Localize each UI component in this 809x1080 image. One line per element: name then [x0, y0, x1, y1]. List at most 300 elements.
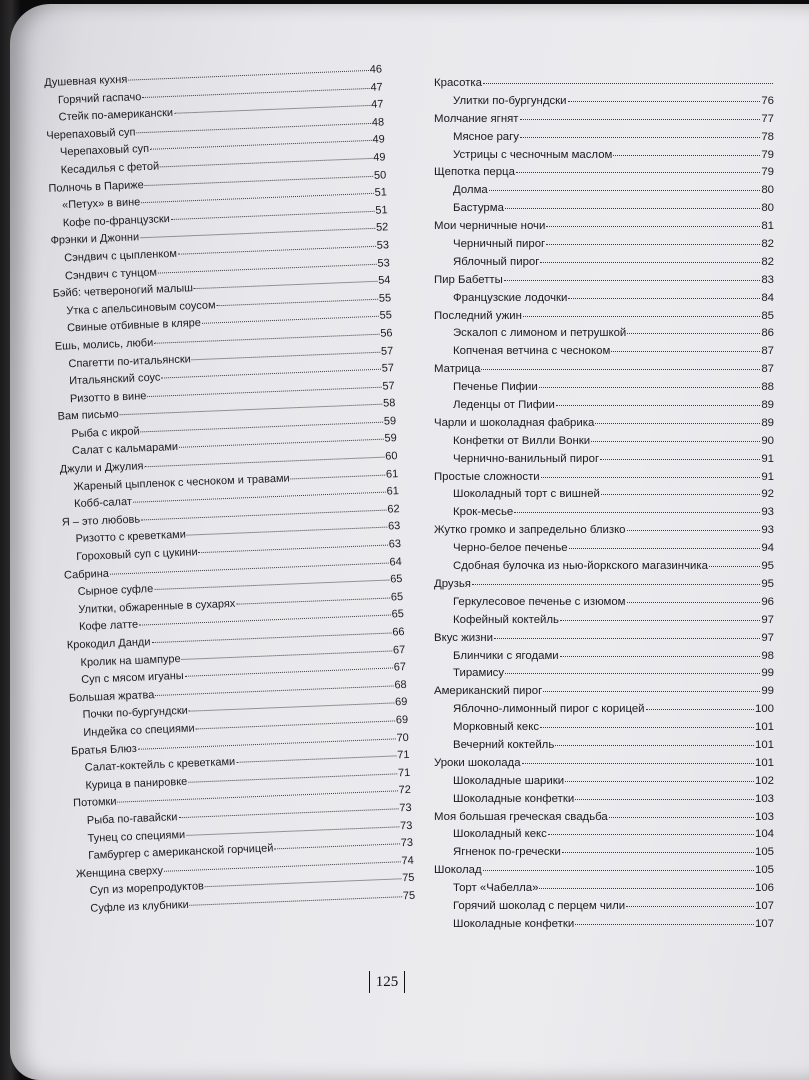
toc-entry-page: 91	[761, 452, 774, 465]
toc-entry-title: Сырное суфле	[77, 583, 154, 599]
toc-entry-title: Сэндвич с тунцом	[64, 266, 158, 282]
dot-leader	[609, 817, 754, 818]
toc-entry-title: Потомки	[72, 796, 117, 810]
dot-leader	[178, 808, 398, 818]
toc-entry-page: 59	[384, 432, 398, 446]
toc-entry-title: Горячий гаспачо	[57, 90, 142, 107]
toc-entry-page: 53	[376, 239, 390, 252]
toc-entry-page: 57	[382, 379, 395, 393]
dot-leader	[627, 333, 760, 334]
dot-leader	[171, 211, 375, 220]
dot-leader	[194, 281, 377, 289]
toc-entry-page: 83	[761, 273, 774, 286]
toc-entry-page: 55	[378, 291, 392, 305]
toc-entry-title: Эскалоп с лимоном и петрушкой	[453, 327, 627, 340]
toc-entry-page: 93	[761, 524, 774, 537]
toc-entry-title: Молчание ягнят	[434, 112, 519, 125]
dot-leader	[505, 208, 760, 209]
toc-entry-title: Свиные отбивные в кляре	[66, 317, 202, 335]
toc-entry-page: 87	[761, 345, 774, 358]
toc-entry-title: Шоколадные конфетки	[453, 917, 575, 930]
toc-entry	[434, 274, 774, 292]
toc-entry-page: 98	[761, 649, 774, 662]
dot-leader	[217, 298, 378, 305]
toc-entry-page: 62	[387, 502, 400, 516]
toc-entry-page: 104	[754, 828, 774, 841]
toc-entry-page: 105	[754, 864, 774, 877]
toc-subentry	[434, 149, 774, 167]
toc-entry-page: 94	[761, 542, 774, 555]
dot-leader	[522, 763, 754, 764]
toc-entry-page: 101	[754, 721, 774, 734]
toc-entry-page: 65	[389, 573, 403, 586]
dot-leader	[560, 620, 760, 621]
dot-leader	[611, 351, 760, 352]
page-number: 125	[375, 973, 399, 990]
dot-leader	[179, 439, 384, 448]
toc-entry-page: 87	[761, 363, 774, 376]
toc-entry-page: 67	[392, 643, 406, 657]
dot-leader	[548, 834, 754, 835]
toc-entry-title: Индейка со специями	[83, 722, 195, 739]
dot-leader	[205, 879, 401, 888]
toc-subentry	[434, 381, 774, 399]
toc-subentry	[434, 882, 774, 900]
dot-leader	[627, 530, 761, 531]
toc-entry-title: Бастурма	[453, 202, 504, 215]
dot-leader	[568, 298, 760, 299]
toc-entry-title: Сабрина	[63, 567, 110, 582]
toc-entry-title: Джули и Джулия	[59, 460, 144, 476]
dot-leader	[154, 580, 389, 590]
toc-entry-title: Бэйб: четвероногий малыш	[52, 282, 194, 300]
toc-entry-page: 89	[761, 399, 774, 412]
toc-entry-page: 73	[399, 801, 412, 815]
toc-entry-page: 63	[388, 538, 402, 551]
toc-subentry	[434, 721, 774, 739]
toc-entry-title: Матрица	[434, 363, 481, 376]
dot-leader	[569, 548, 761, 549]
toc-entry	[434, 220, 774, 238]
toc-entry-title: Шоколадный кекс	[453, 828, 547, 841]
toc-entry-page: 56	[380, 327, 393, 340]
toc-entry-title: Красотка	[434, 77, 482, 89]
dot-leader	[188, 773, 397, 782]
toc-entry-page: 71	[397, 766, 411, 780]
dot-leader	[151, 633, 391, 644]
toc-entry-page: 80	[761, 184, 774, 197]
toc-entry-page: 88	[761, 381, 774, 394]
toc-entry-page: 73	[400, 836, 414, 850]
toc-entry-title: Тунец со специями	[87, 828, 186, 845]
toc-entry-page: 99	[761, 685, 774, 698]
dot-leader	[186, 826, 399, 836]
toc-entry-title: Леденцы от Пифии	[453, 399, 555, 412]
toc-entry-page: 103	[754, 792, 774, 805]
toc-entry-page: 107	[754, 899, 774, 912]
toc-entry-page: 75	[401, 872, 415, 885]
toc-entry-title: Шоколадные конфетки	[453, 792, 575, 805]
dot-leader	[516, 172, 760, 173]
dot-leader	[520, 119, 761, 120]
dot-leader	[185, 668, 393, 677]
dot-leader	[520, 137, 760, 138]
toc-subentry	[434, 184, 774, 202]
dot-leader	[141, 193, 373, 203]
toc-entry-page: 107	[754, 917, 774, 930]
toc-subentry	[434, 650, 774, 668]
toc-entry-page: 91	[761, 470, 774, 483]
toc-subentry	[434, 506, 774, 524]
toc-entry-title: Суфле из клубники	[90, 898, 189, 915]
toc-entry-page: 51	[374, 186, 388, 199]
dot-leader	[541, 477, 761, 478]
toc-right-column	[434, 77, 774, 936]
toc-entry-title: Кофе латте	[78, 619, 139, 634]
toc-entry-title: Черепаховый суп	[59, 143, 150, 159]
toc-entry-page: 68	[394, 678, 407, 692]
toc-entry-page: 63	[387, 520, 401, 533]
toc-entry-title: Утка с апельсиновым соусом	[66, 299, 216, 318]
toc-entry-title: Сдобная булочка из нью-йоркского магазинчика	[453, 560, 708, 573]
toc-subentry	[434, 900, 774, 918]
dot-leader	[646, 709, 754, 710]
toc-entry-page: 60	[385, 450, 398, 463]
toc-entry-page: 52	[375, 221, 389, 235]
dot-leader	[523, 316, 760, 317]
dot-leader	[142, 88, 369, 98]
toc-entry-title: Блинчики с ягодами	[453, 649, 559, 662]
toc-entry-title: Торт «Чабелла»	[453, 882, 539, 895]
dot-leader	[192, 351, 380, 360]
toc-entry-title: Вечерний коктейль	[453, 738, 555, 751]
dot-leader	[150, 140, 371, 150]
toc-entry-page: 57	[380, 344, 394, 358]
dot-leader	[158, 263, 377, 273]
toc-entry-page: 69	[395, 713, 409, 727]
toc-entry-page: 46	[369, 63, 383, 76]
dot-leader	[709, 566, 760, 567]
toc-entry-page: 106	[754, 882, 774, 895]
toc-entry-title: Устрицы с чесночным маслом	[453, 148, 613, 161]
toc-entry-page: 84	[761, 291, 774, 304]
toc-entry-title: Рыба с икрой	[71, 425, 140, 441]
toc-entry	[434, 632, 774, 650]
toc-entry	[434, 113, 774, 131]
toc-entry-title: Салат-коктейль с креветками	[84, 756, 236, 775]
dot-leader	[155, 685, 393, 696]
toc-entry-page: 54	[377, 274, 391, 287]
toc-entry-title: Мои черничные ночи	[434, 220, 546, 233]
dot-leader	[141, 509, 386, 520]
toc-entry-title: Яблочно-лимонный пирог с корицей	[453, 703, 645, 716]
toc-subentry	[434, 453, 774, 471]
dot-leader	[546, 226, 760, 227]
toc-subentry	[434, 739, 774, 757]
toc-entry-title: Ешь, молись, люби	[54, 336, 154, 353]
dot-leader	[504, 280, 760, 281]
toc-subentry	[434, 703, 774, 721]
page-folio	[364, 971, 410, 993]
toc-left-column	[44, 63, 416, 920]
dot-leader	[556, 405, 761, 406]
toc-entry-title: Полночь в Париже	[48, 178, 144, 195]
toc-entry-page: 70	[396, 731, 410, 744]
toc-subentry	[434, 435, 774, 453]
toc-entry-page: 49	[372, 133, 386, 147]
toc-entry-title: Жутко громко и запредельно близко	[434, 524, 626, 537]
dot-leader	[494, 638, 760, 639]
toc-entry-page: 92	[761, 488, 774, 501]
toc-entry-page: 81	[761, 220, 774, 233]
dot-leader	[187, 527, 387, 536]
dot-leader	[539, 888, 754, 889]
toc-entry-page: 100	[754, 703, 774, 716]
toc-entry-page: 82	[761, 238, 774, 251]
dot-leader	[190, 896, 402, 906]
toc-subentry	[434, 614, 774, 632]
toc-entry-page: 57	[381, 362, 395, 375]
dot-leader	[575, 924, 754, 925]
dot-leader	[161, 369, 380, 379]
toc-entry-page: 53	[377, 256, 390, 270]
toc-entry-page: 58	[382, 397, 396, 410]
toc-entry	[434, 310, 774, 328]
toc-entry	[434, 77, 774, 95]
toc-entry-title: Я – это любовь	[61, 513, 141, 529]
dot-leader	[140, 228, 375, 238]
dot-leader	[136, 123, 370, 133]
dot-leader	[626, 906, 754, 907]
dot-leader	[555, 745, 754, 746]
dot-leader	[154, 334, 379, 344]
dot-leader	[472, 584, 760, 585]
toc-subentry	[434, 238, 774, 256]
toc-entry-title: Пир Бабетты	[434, 273, 503, 286]
toc-entry-title: Печенье Пифии	[453, 381, 538, 394]
toc-entry-title: Курица в панировке	[85, 775, 188, 792]
toc-entry	[434, 524, 774, 542]
dot-leader	[595, 423, 760, 424]
toc-entry-page: 101	[754, 756, 774, 769]
toc-entry-page: 90	[761, 434, 774, 447]
toc-entry-title: Морковный кекс	[453, 721, 540, 734]
toc-entry-title: Простые сложности	[434, 470, 540, 483]
dot-leader	[540, 727, 754, 728]
dot-leader	[565, 781, 754, 782]
toc-subentry	[434, 793, 774, 811]
toc-entry-page: 59	[383, 415, 397, 428]
dot-leader	[133, 492, 386, 503]
dot-leader	[144, 457, 384, 468]
toc-entry-page: 89	[761, 416, 774, 429]
toc-subentry	[434, 560, 774, 578]
toc-entry-page: 47	[370, 98, 384, 112]
dot-leader	[202, 316, 379, 324]
toc-entry-page: 74	[401, 854, 414, 867]
toc-entry-title: Яблочный пирог	[453, 255, 540, 268]
toc-entry-title: Шоколадные шарики	[453, 774, 565, 787]
toc-entry-title: Братья Блюз	[70, 742, 138, 758]
folio-rule-left	[369, 971, 370, 993]
toc-entry-page: 86	[761, 327, 774, 340]
toc-entry-title: Французские лодочки	[453, 291, 568, 304]
toc-entry-title: Гамбургер с американской горчицей	[88, 842, 274, 862]
toc-entry-page: 80	[761, 202, 774, 215]
dot-leader	[274, 843, 399, 849]
dot-leader	[164, 861, 401, 872]
toc-entry-page: 76	[761, 94, 774, 107]
toc-entry-title: Черничный пирог	[453, 238, 546, 251]
toc-entry-page: 75	[402, 889, 416, 903]
toc-entry	[434, 578, 774, 596]
toc-entry-title: Чарли и шоколадная фабрика	[434, 416, 595, 429]
toc-entry-page: 95	[761, 560, 774, 573]
toc-subentry	[434, 846, 774, 864]
toc-entry-page: 67	[393, 661, 407, 674]
toc-entry-page: 55	[379, 309, 393, 323]
toc-entry-title: Горячий шоколад с перцем чили	[453, 899, 626, 912]
toc-entry-title: Кесадилья с фетой	[60, 160, 160, 177]
dot-leader	[291, 474, 385, 479]
dot-leader	[543, 691, 760, 692]
toc-entry-page: 99	[761, 667, 774, 680]
toc-entry-title: Щепотка перца	[434, 166, 515, 179]
toc-entry-title: Вкус жизни	[434, 631, 493, 644]
toc-entry-title: Спагетти по-итальянски	[68, 352, 192, 370]
toc-entry	[434, 417, 774, 435]
toc-entry-page: 97	[761, 613, 774, 626]
toc-entry-title: Крокодил Данди	[66, 636, 151, 652]
toc-entry-title: Копченая ветчина с чесноком	[453, 345, 611, 358]
dot-leader	[236, 756, 396, 763]
dot-leader	[160, 158, 372, 168]
toc-entry-page: 95	[761, 577, 774, 590]
toc-entry-title: Стейк по-американски	[58, 107, 174, 124]
toc-entry-page: 71	[397, 749, 410, 762]
dot-leader	[481, 369, 760, 370]
toc-entry-page: 97	[761, 631, 774, 644]
toc-entry-title: Последний ужин	[434, 309, 522, 322]
dot-leader	[141, 422, 383, 433]
dot-leader	[546, 244, 760, 245]
toc-entry-page: 78	[761, 130, 774, 143]
toc-entry-title: Ризотто с креветками	[75, 529, 187, 546]
toc-entry-title: Большая жратва	[68, 688, 155, 705]
toc-entry	[434, 811, 774, 829]
toc-entry-title: Суп с мясом игуаны	[80, 670, 184, 687]
dot-leader	[128, 70, 368, 81]
toc-entry-page: 96	[761, 595, 774, 608]
toc-entry	[434, 864, 774, 882]
dot-leader	[182, 650, 392, 659]
toc-entry-title: Жареный цыпленок с чесноком и травами	[73, 472, 290, 493]
dot-leader	[145, 175, 373, 185]
toc-entry-title: Кобб-салат	[73, 496, 133, 511]
toc-subentry	[434, 131, 774, 149]
toc-entry	[434, 363, 774, 381]
toc-entry-title: Салат с кальмарами	[71, 441, 179, 458]
toc-subentry	[434, 292, 774, 310]
toc-entry-title: Ризотто в вине	[69, 389, 147, 405]
toc-entry-title: «Петух» в вине	[61, 196, 141, 212]
toc-entry-page: 93	[761, 506, 774, 519]
toc-entry-title: Кофе по-французски	[62, 212, 171, 230]
toc-entry-title: Конфетки от Вилли Вонки	[453, 434, 591, 447]
toc-entry-page: 61	[385, 467, 399, 481]
dot-leader	[483, 870, 754, 871]
toc-entry-title: Шоколад	[434, 864, 482, 877]
dot-leader	[562, 852, 754, 853]
toc-entry-title: Сэндвич с цыпленком	[64, 247, 178, 265]
toc-entry-page: 105	[754, 846, 774, 859]
toc-subentry	[434, 828, 774, 846]
toc-entry	[434, 685, 774, 703]
toc-entry-title: Друзья	[434, 577, 471, 590]
toc-entry-page: 82	[761, 255, 774, 268]
toc-entry-title: Фрэнки и Джонни	[50, 231, 140, 248]
toc-entry-title: Улитки по-бургундски	[453, 94, 567, 107]
toc-entry-title: Геркулесовое печенье с изюмом	[453, 595, 626, 608]
toc-entry-title: Итальянский соус	[68, 371, 161, 388]
toc-entry-title: Улитки, обжаренные в сухарях	[78, 597, 236, 616]
toc-entry-page: 69	[394, 696, 408, 709]
toc-entry-title: Шоколадный торт с вишней	[453, 488, 600, 501]
toc-entry-title: Тирамису	[453, 667, 505, 680]
dot-leader	[483, 83, 773, 84]
toc-subentry	[434, 596, 774, 614]
dot-leader	[147, 386, 381, 396]
dot-leader	[601, 494, 760, 495]
toc-entry-page: 48	[371, 116, 385, 129]
toc-entry-page: 85	[761, 309, 774, 322]
toc-subentry	[434, 345, 774, 363]
toc-subentry	[434, 542, 774, 560]
toc-entry-title: Уроки шоколада	[434, 756, 521, 769]
toc-entry-title: Кролик на шампуре	[80, 652, 181, 669]
toc-entry-page: 73	[399, 819, 413, 832]
dot-leader	[514, 512, 760, 513]
toc-entry-page: 65	[390, 590, 404, 604]
toc-entry-page: 64	[389, 555, 402, 569]
toc-entry-title: Американский пирог	[434, 685, 543, 698]
toc-entry-page: 77	[761, 112, 774, 125]
toc-entry-title: Душевная кухня	[44, 73, 128, 89]
toc-entry-page: 49	[373, 151, 386, 164]
dot-leader	[189, 703, 394, 712]
toc-entry-title: Черно-белое печенье	[453, 542, 568, 555]
dot-leader	[196, 720, 395, 729]
dot-leader	[199, 545, 388, 554]
dot-leader	[139, 615, 390, 626]
toc-subentry	[434, 918, 774, 936]
toc-entry-title: Почки по-бургундски	[82, 705, 189, 722]
toc-entry-title: Гороховый суп с цукини	[76, 546, 198, 564]
dot-leader	[613, 155, 760, 156]
toc-entry-title: Женщина сверху	[75, 864, 164, 881]
toc-entry	[434, 471, 774, 489]
toc-subentry	[434, 399, 774, 417]
toc-entry-title: Рыба по-гавайски	[86, 811, 178, 827]
toc-entry-title: Чернично-ванильный пирог	[453, 452, 600, 465]
toc-entry-page: 102	[754, 774, 774, 787]
toc-entry-title: Кофейный коктейль	[453, 613, 559, 626]
toc-entry-page: 72	[398, 784, 412, 797]
toc-subentry	[434, 202, 774, 220]
toc-entry-page: 103	[754, 810, 774, 823]
toc-subentry	[434, 327, 774, 345]
toc-entry-page: 51	[375, 204, 388, 217]
